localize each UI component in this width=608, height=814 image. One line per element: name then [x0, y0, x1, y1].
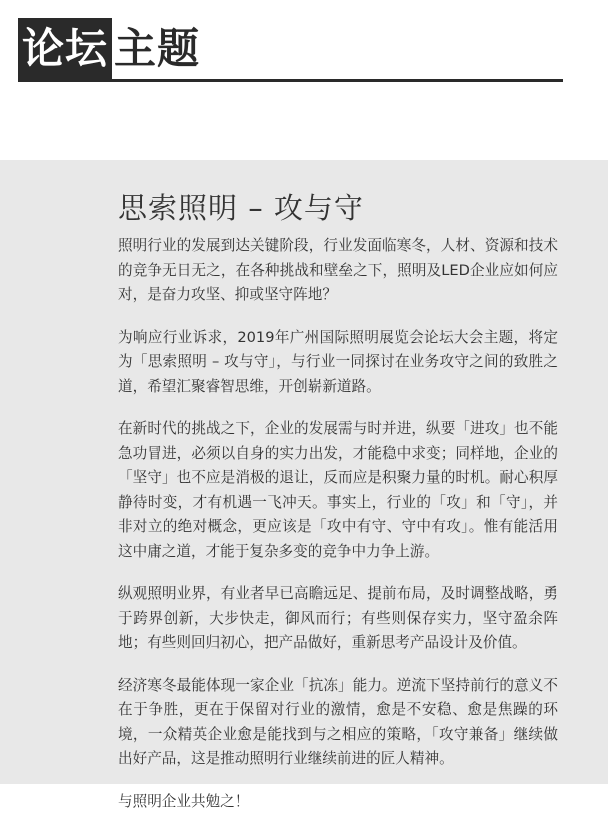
page-header — [0, 0, 608, 160]
article-body — [118, 234, 558, 814]
page-title-highlight: 论坛 — [18, 18, 112, 80]
paragraph-5: 经济寒冬最能体现一家企业「抗冻」能力。逆流下坚持前行的意义不在于争胜，更在于保留对行业的激情，愈是不安稳、愈是焦躁的环境，一众精英企业愈是能找到与之相应的策略，「攻守兼备」继续做出好产品，这是推动照明行业继续前进的匠人精神。 — [118, 674, 558, 772]
page-title-rest: 主题 — [112, 18, 200, 80]
paragraph-1: 照明行业的发展到达关键阶段，行业发面临寒冬，人材、资源和技术的竞争无日无之，在各种挑战和壁垒之下，照明及LED企业应如何应对，是奋力攻坚、抑或坚守阵地？ — [118, 234, 558, 308]
paragraph-3: 在新时代的挑战之下，企业的发展需与时并进，纵要「进攻」也不能急功冒进，必须以自身的实力出发，才能稳中求变；同样地，企业的「坚守」也不应是消极的退让，反而应是积聚力量的时机。耐心积厚静待时变，才有机遇一飞冲天。事实上，行业的「攻」和「守」，并非对立的绝对概念，更应该是「攻中有守、守中有攻」。惟有能活用这中庸之道，才能于复杂多变的竞争中力争上游。 — [118, 417, 558, 564]
section-subtitle: 思索照明 – 攻与守 — [118, 186, 364, 227]
content-panel — [0, 160, 608, 784]
title-underline-divider — [18, 79, 563, 82]
page-title — [18, 18, 200, 80]
closing-line: 与照明企业共勉之！ — [118, 790, 558, 814]
paragraph-2: 为响应行业诉求，2019年广州国际照明展览会论坛大会主题，将定为「思索照明 – 攻与守」，与行业一同探讨在业务攻守之间的致胜之道，希望汇聚睿智思维，开创崭新道路。 — [118, 326, 558, 400]
paragraph-4: 纵观照明业界，有业者早已高瞻远足、提前布局，及时调整战略，勇于跨界创新，大步快走，御风而行；有些则保存实力，坚守盈余阵地；有些则回归初心，把产品做好，重新思考产品设计及价值。 — [118, 582, 558, 656]
